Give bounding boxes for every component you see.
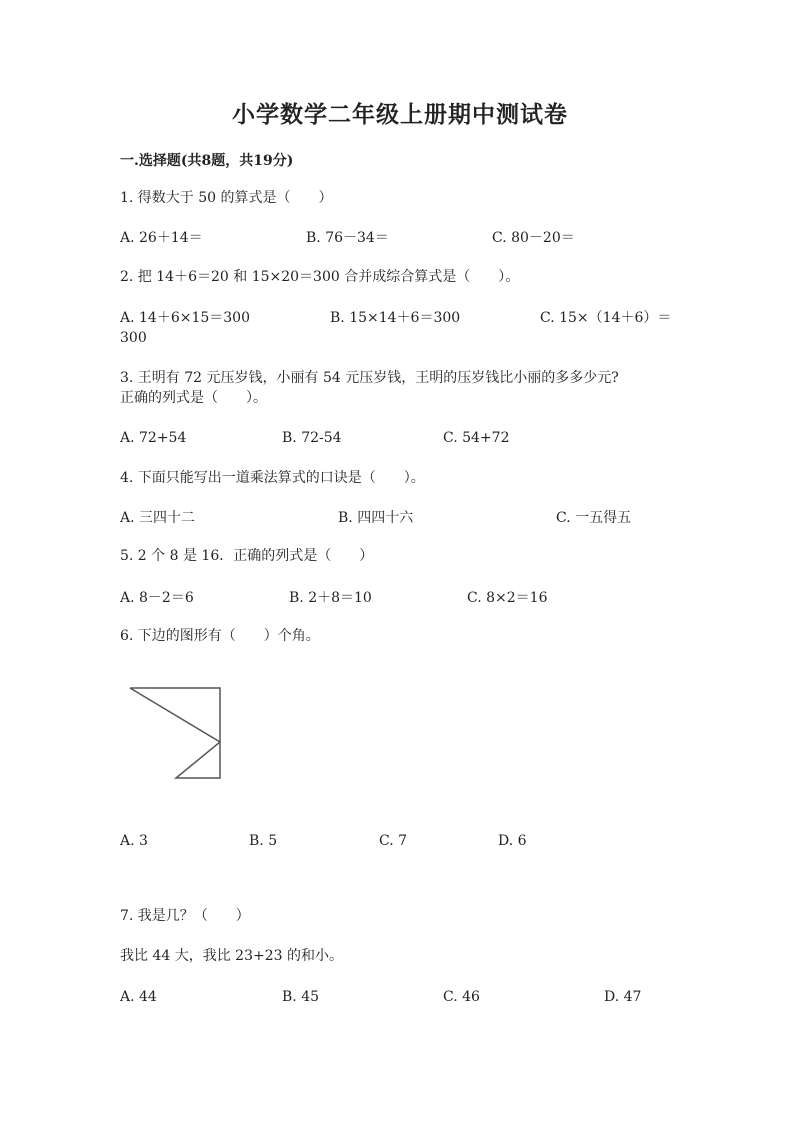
- question-1-option-c[interactable]: C. 80－20＝: [492, 230, 575, 246]
- section-heading: 一.选择题(共8题，共19分): [120, 153, 294, 169]
- question-1-option-b[interactable]: B. 76－34＝: [306, 230, 389, 246]
- question-3-stem-line2: 正确的列式是（ ）。: [120, 390, 267, 406]
- question-2-option-a[interactable]: A. 14＋6×15＝300: [120, 310, 250, 326]
- question-5-option-a[interactable]: A. 8－2＝6: [120, 590, 194, 606]
- question-3-option-c[interactable]: C. 54+72: [443, 430, 510, 446]
- question-6-option-d[interactable]: D. 6: [498, 833, 527, 849]
- question-7-option-c[interactable]: C. 46: [443, 989, 480, 1005]
- question-1-stem: 1. 得数大于 50 的算式是（ ）: [120, 190, 333, 206]
- question-5-option-c[interactable]: C. 8×2＝16: [467, 590, 548, 606]
- question-3-option-a[interactable]: A. 72+54: [120, 430, 187, 446]
- question-6-stem: 6. 下边的图形有（ ）个角。: [120, 628, 320, 644]
- question-5-stem: 5. 2 个 8 是 16．正确的列式是（ ）: [120, 548, 374, 564]
- question-1-option-a[interactable]: A. 26＋14＝: [120, 230, 203, 246]
- page-title: 小学数学二年级上册期中测试卷: [232, 101, 568, 128]
- question-7-option-a[interactable]: A. 44: [120, 989, 157, 1005]
- question-7-stem: 7. 我是几？（ ）: [120, 908, 250, 924]
- figure-outline: [130, 688, 220, 778]
- question-7-option-b[interactable]: B. 45: [282, 989, 320, 1005]
- question-6-option-a[interactable]: A. 3: [120, 833, 148, 849]
- question-3-stem: 3. 王明有 72 元压岁钱，小丽有 54 元压岁钱，王明的压岁钱比小丽的多多少元?: [120, 370, 619, 386]
- question-6-option-c[interactable]: C. 7: [379, 833, 408, 849]
- question-2-option-c-continued: 300: [120, 330, 147, 346]
- question-4-option-a[interactable]: A. 三四十二: [120, 510, 196, 526]
- question-2-stem: 2. 把 14＋6＝20 和 15×20＝300 合并成综合算式是（ ）。: [120, 269, 520, 285]
- question-4-stem: 4. 下面只能写出一道乘法算式的口诀是（ ）。: [120, 470, 425, 486]
- question-6-option-b[interactable]: B. 5: [249, 833, 278, 849]
- question-4-option-b[interactable]: B. 四四十六: [338, 510, 414, 526]
- question-3-option-b[interactable]: B. 72-54: [282, 430, 342, 446]
- question-7-stem-line2: 我比 44 大，我比 23+23 的和小。: [120, 948, 343, 964]
- question-2-option-b[interactable]: B. 15×14＋6＝300: [330, 310, 461, 326]
- question-2-option-c[interactable]: C. 15×（14＋6）＝: [540, 310, 672, 326]
- question-4-option-c[interactable]: C. 一五得五: [556, 510, 632, 526]
- angle-figure: [120, 680, 230, 785]
- question-7-option-d[interactable]: D. 47: [604, 989, 642, 1005]
- question-5-option-b[interactable]: B. 2＋8＝10: [289, 590, 372, 606]
